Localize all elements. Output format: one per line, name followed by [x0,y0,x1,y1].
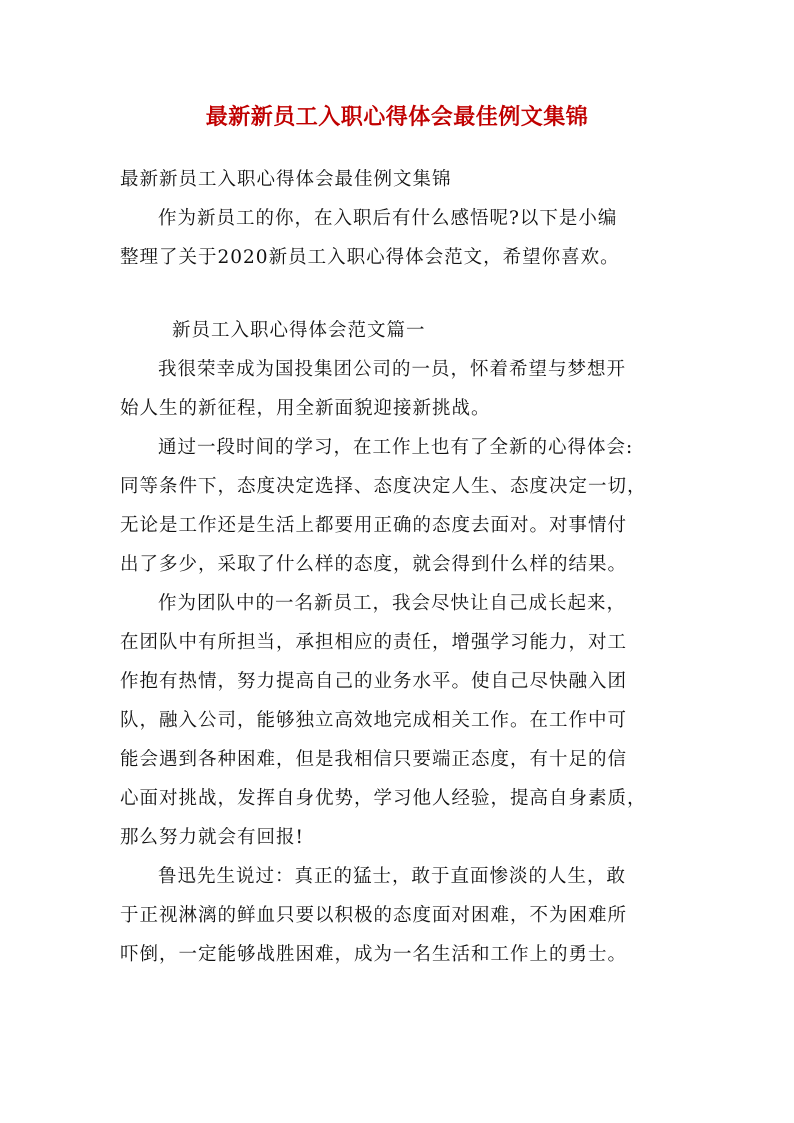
paragraph-line: 我很荣幸成为国投集团公司的一员，怀着希望与梦想开 [158,359,627,380]
document-title: 最新新员工入职心得体会最佳例文集锦 [205,104,589,130]
paragraph-line: 鲁迅先生说过：真正的猛士，敢于直面惨淡的人生，敢 [158,866,627,887]
subtitle-line: 最新新员工入职心得体会最佳例文集锦 [120,169,452,190]
paragraph-line: 作为新员工的你，在入职后有什么感悟呢?以下是小编 [158,208,618,229]
paragraph-line: 吓倒，一定能够战胜困难，成为一名生活和工作上的勇士。 [120,944,628,965]
paragraph-line: 出了多少，采取了什么样的态度，就会得到什么样的结果。 [120,554,628,575]
section-heading: 新员工入职心得体会范文篇一 [172,320,426,341]
paragraph-line: 无论是工作还是生活上都要用正确的态度去面对。对事情付 [120,515,628,536]
paragraph-line: 整理了关于2020新员工入职心得体会范文，希望你喜欢。 [120,247,620,268]
paragraph-line: 始人生的新征程，用全新面貌迎接新挑战。 [120,398,491,419]
paragraph-line: 通过一段时间的学习，在工作上也有了全新的心得体会: [158,437,634,458]
paragraph-line: 在团队中有所担当，承担相应的责任，增强学习能力，对工 [120,632,628,653]
paragraph-line: 能会遇到各种困难，但是我相信只要端正态度，有十足的信 [120,749,628,770]
paragraph-line: 同等条件下，态度决定选择、态度决定人生、态度决定一切， [120,476,647,497]
paragraph-line: 队，融入公司，能够独立高效地完成相关工作。在工作中可 [120,710,628,731]
paragraph-line: 于正视淋漓的鲜血只要以积极的态度面对困难，不为困难所 [120,905,628,926]
blank-gap [120,277,688,311]
document-body [120,160,688,974]
paragraph-line: 作为团队中的一名新员工，我会尽快让自己成长起来， [158,593,627,614]
paragraph-line: 心面对挑战，发挥自身优势，学习他人经验，提高自身素质， [120,788,647,809]
paragraph-line: 那么努力就会有回报! [120,827,304,848]
paragraph-line: 作抱有热情，努力提高自己的业务水平。使自己尽快融入团 [120,671,628,692]
